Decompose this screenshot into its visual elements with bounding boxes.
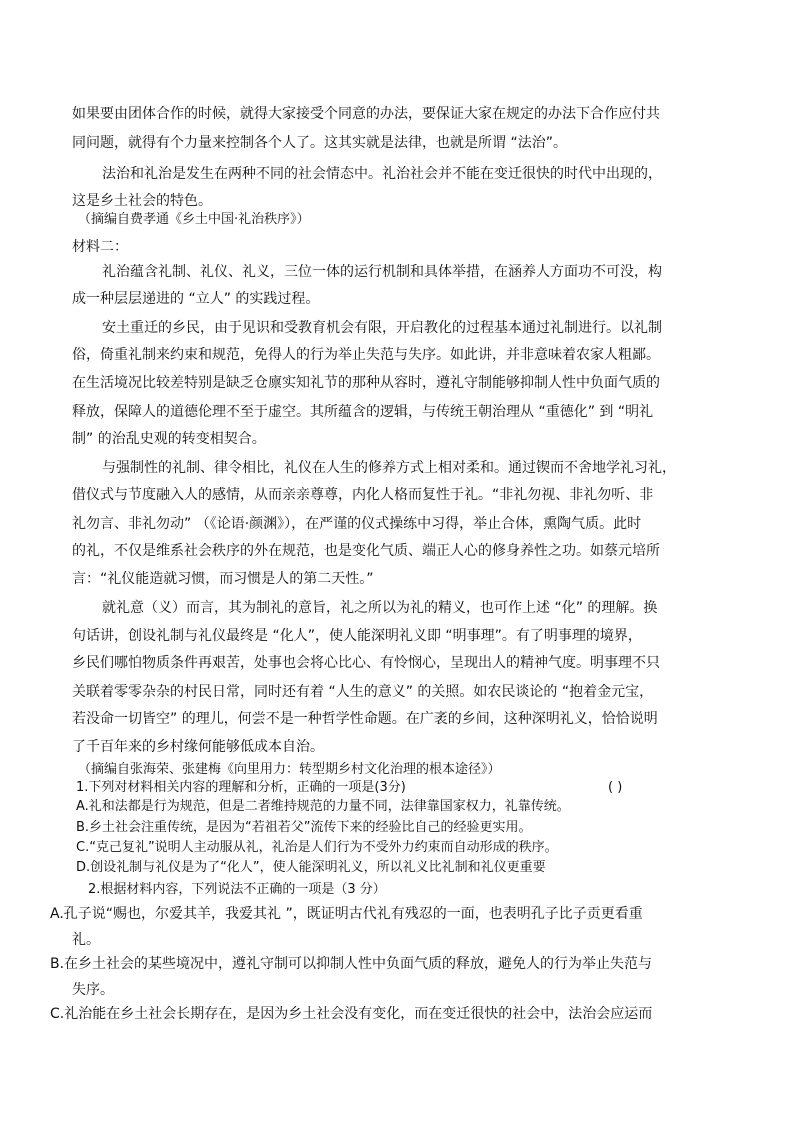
text-line: 与强制性的礼制、律令相比，礼仪在人生的修养方式上相对柔和。通过锲而不舍地学礼习礼，	[102, 460, 676, 476]
answer-blank[interactable]: ( )	[608, 780, 623, 795]
text-line: 句话讲，创设礼制与礼仪最终是 “化人”，使人能深明礼义即 “明事理”。有了明事理的境界，	[72, 628, 642, 644]
text-line: 俗，倚重礼制来约束和规范，免得人的行为举止失范与失序。如此讲，并非意味着农家人粗鄙。	[72, 347, 660, 363]
text-line: 借仪式与节度融入人的感情，从而亲亲尊尊，内化人格而复性于礼。“非礼勿视、非礼勿听、非	[72, 487, 654, 503]
text-line: 关联着零零杂杂的村民日常，同时还有着 “人生的意义” 的关照。如农民谈论的 “抱着金元宝，	[72, 684, 654, 700]
option-a-continued: 礼。	[72, 932, 100, 948]
option-c[interactable]: C.“克己复礼”说明人主动服从礼，礼治是人们行为不受外力约束而自动形成的秩序。	[76, 840, 558, 855]
text-line: 礼勿言、非礼勿动” （《论语·颜渊》），在严谨的仪式操练中习得，举止合体，熏陶气质。此时	[72, 516, 642, 532]
text-line: 乡民们哪怕物质条件再艰苦，处事也会将心比心、有怜悯心，呈现出人的精神气度。明事理不只	[72, 655, 660, 671]
question-2: 2.根据材料内容，下列说法不正确的一项是（3 分）	[88, 882, 386, 897]
text-line: 如果要由团体合作的时候，就得大家接受个同意的办法，要保证大家在规定的办法下合作应付共	[72, 106, 660, 122]
text-line: 若没命一切皆空” 的理儿，何尝不是一种哲学性命题。在广袤的乡间，这种深明礼义，恰恰说明	[72, 711, 658, 727]
option-b[interactable]: B.在乡土社会的某些境况中，遵礼守制可以抑制人性中负面气质的释放，避免人的行为举止失范与	[50, 956, 653, 972]
text-line: 法治和礼治是发生在两种不同的社会情态中。礼治社会并不能在变迁很快的时代中出现的，	[102, 166, 662, 182]
section-label: 材料二：	[72, 239, 128, 255]
text-line: 同问题，就得有个力量来控制各个人了。这其实就是法律，也就是所谓 “法治”。	[72, 135, 567, 151]
text-line: 安土重迁的乡民，由于见识和受教育机会有限，开启教化的过程基本通过礼制进行。以礼制	[102, 320, 662, 336]
option-b[interactable]: B.乡土社会注重传统，是因为“若祖若父”流传下来的经验比自己的经验更实用。	[76, 820, 532, 835]
option-c[interactable]: C.礼治能在乡土社会长期存在，是因为乡土社会没有变化，而在变迁很快的社会中，法治会应运而	[50, 1006, 653, 1022]
question-1: 1.下列对材料相关内容的理解和分析，正确的一项是(3分)	[76, 780, 406, 795]
text-line: 成一种层层递进的 “立人” 的实践过程。	[72, 291, 320, 307]
text-line: 在生活境况比较差特别是缺乏仓廪实知礼节的那种从容时，遵礼守制能够抑制人性中负面气质的	[72, 375, 660, 391]
option-a[interactable]: A.孔子说“赐也，尔爱其羊，我爱其礼 ”，既证明古代礼有残忍的一面，也表明孔子比子贡更看重	[50, 906, 643, 922]
text-line: 言：“礼仪能造就习惯，而习惯是人的第二天性。”	[72, 571, 374, 587]
text-line: 的礼，不仅是维系社会秩序的外在规范，也是变化气质、端正人心的修身养性之功。如蔡元培所	[72, 543, 660, 559]
text-line: 释放，保障人的道德伦理不至于虚空。其所蕴含的逻辑，与传统王朝治理从 “重德化” 到 “明礼	[72, 404, 654, 420]
source-citation: （摘编自张海荣、张建梅《向里用力：转型期乡村文化治理的根本途径》）	[78, 762, 501, 777]
text-line: 礼治蕴含礼制、礼仪、礼义，三位一体的运行机制和具体举措，在涵养人方面功不可没，构	[102, 264, 662, 280]
source-citation: （摘编自费孝通《乡土中国·礼治秩序》）	[78, 212, 310, 227]
text-line: 就礼意（义）而言，其为制礼的意旨，礼之所以为礼的精义，也可作上述 “化” 的理解。换	[102, 600, 658, 616]
option-a[interactable]: A.礼和法都是行为规范，但是二者维持规范的力量不同，法律靠国家权力，礼靠传统。	[76, 799, 570, 814]
text-line: 制” 的治乱史观的转变相契合。	[72, 431, 266, 447]
text-line: 了千百年来的乡村缘何能够低成本自治。	[72, 739, 324, 755]
option-b-continued: 失序。	[72, 982, 114, 998]
text-line: 这是乡土社会的特色。	[72, 193, 212, 209]
option-d[interactable]: D.创设礼制与礼仪是为了“化人”，使人能深明礼义，所以礼义比礼制和礼仪更重要	[76, 860, 546, 875]
